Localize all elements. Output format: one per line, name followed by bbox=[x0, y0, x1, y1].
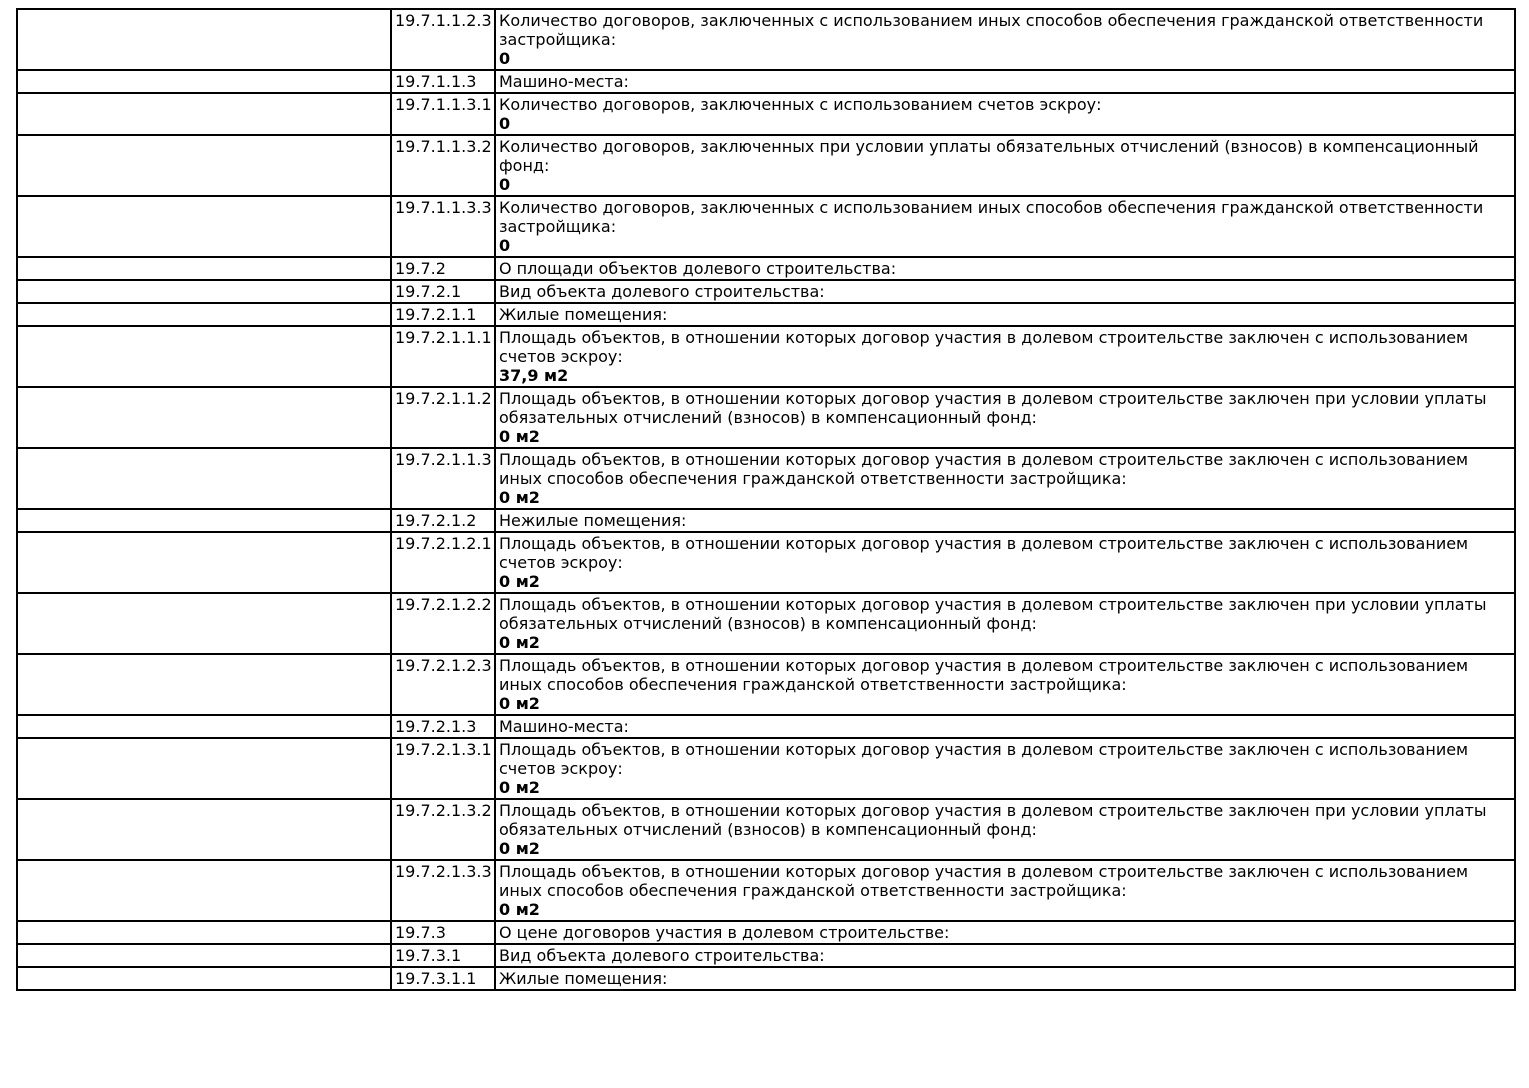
content-cell bbox=[495, 715, 1515, 738]
code-cell: 19.7.3.1.1 bbox=[391, 967, 495, 990]
section-cell-empty bbox=[17, 799, 391, 860]
table-row bbox=[17, 860, 1515, 921]
table-row bbox=[17, 303, 1515, 326]
code-cell: 19.7.2.1.1 bbox=[391, 303, 495, 326]
content-cell bbox=[495, 9, 1515, 70]
row-value: 0 bbox=[499, 114, 511, 133]
section-cell-empty bbox=[17, 93, 391, 135]
code-cell: 19.7.2.1.3.1 bbox=[391, 738, 495, 799]
section-cell-empty bbox=[17, 9, 391, 70]
code-cell: 19.7.2.1 bbox=[391, 280, 495, 303]
table-body bbox=[17, 9, 1515, 990]
table-row bbox=[17, 738, 1515, 799]
row-value: 0 м2 bbox=[499, 778, 540, 797]
row-label: Количество договоров, заключенных с использованием счетов эскроу: bbox=[499, 95, 1102, 114]
row-label: Площадь объектов, в отношении которых договор участия в долевом строительстве заключен при условии уплаты обязательных отчислений (взносов) в компенсационный фонд: bbox=[499, 389, 1487, 427]
code-cell: 19.7.2.1.1.2 bbox=[391, 387, 495, 448]
content-cell bbox=[495, 257, 1515, 280]
row-value: 37,9 м2 bbox=[499, 366, 569, 385]
content-cell bbox=[495, 593, 1515, 654]
row-label: Площадь объектов, в отношении которых договор участия в долевом строительстве заключен при условии уплаты обязательных отчислений (взносов) в компенсационный фонд: bbox=[499, 595, 1487, 633]
code-cell: 19.7.2.1.2.3 bbox=[391, 654, 495, 715]
row-value: 0 м2 bbox=[499, 427, 540, 446]
code-cell: 19.7.2.1.3.2 bbox=[391, 799, 495, 860]
content-cell bbox=[495, 326, 1515, 387]
content-cell bbox=[495, 93, 1515, 135]
code-cell: 19.7.2.1.2.1 bbox=[391, 532, 495, 593]
content-cell bbox=[495, 448, 1515, 509]
code-cell: 19.7.1.1.2.3 bbox=[391, 9, 495, 70]
content-cell bbox=[495, 860, 1515, 921]
code-cell: 19.7.1.1.3.1 bbox=[391, 93, 495, 135]
table-row bbox=[17, 387, 1515, 448]
section-cell-empty bbox=[17, 257, 391, 280]
section-cell-empty bbox=[17, 532, 391, 593]
row-label: Вид объекта долевого строительства: bbox=[499, 282, 825, 301]
section-cell-empty bbox=[17, 944, 391, 967]
row-value: 0 bbox=[499, 236, 511, 255]
content-cell bbox=[495, 944, 1515, 967]
row-value: 0 м2 bbox=[499, 488, 540, 507]
section-cell-empty bbox=[17, 280, 391, 303]
table-row bbox=[17, 532, 1515, 593]
table-row bbox=[17, 448, 1515, 509]
section-cell-empty bbox=[17, 593, 391, 654]
content-cell bbox=[495, 196, 1515, 257]
row-label: Площадь объектов, в отношении которых договор участия в долевом строительстве заключен с использованием иных способов обеспечения гражданской ответственности застройщика: bbox=[499, 656, 1469, 694]
code-cell: 19.7.1.1.3 bbox=[391, 70, 495, 93]
section-cell-empty bbox=[17, 654, 391, 715]
code-cell: 19.7.2 bbox=[391, 257, 495, 280]
code-cell: 19.7.3 bbox=[391, 921, 495, 944]
table-row bbox=[17, 509, 1515, 532]
content-cell bbox=[495, 70, 1515, 93]
table-row bbox=[17, 196, 1515, 257]
code-cell: 19.7.2.1.1.1 bbox=[391, 326, 495, 387]
section-cell-empty bbox=[17, 135, 391, 196]
code-cell: 19.7.2.1.2.2 bbox=[391, 593, 495, 654]
table-row bbox=[17, 9, 1515, 70]
row-label: Количество договоров, заключенных при условии уплаты обязательных отчислений (взносов) в компенсационный фонд: bbox=[499, 137, 1479, 175]
table-row bbox=[17, 715, 1515, 738]
table-row bbox=[17, 93, 1515, 135]
row-value: 0 bbox=[499, 175, 511, 194]
row-label: О площади объектов долевого строительства: bbox=[499, 259, 897, 278]
row-value: 0 м2 bbox=[499, 900, 540, 919]
section-cell-empty bbox=[17, 196, 391, 257]
row-value: 0 bbox=[499, 49, 511, 68]
section-cell-empty bbox=[17, 448, 391, 509]
row-label: Количество договоров, заключенных с использованием иных способов обеспечения гражданской ответственности застройщика: bbox=[499, 11, 1484, 49]
row-label: Жилые помещения: bbox=[499, 305, 668, 324]
code-cell: 19.7.2.1.1.3 bbox=[391, 448, 495, 509]
row-value: 0 м2 bbox=[499, 572, 540, 591]
row-label: Количество договоров, заключенных с использованием иных способов обеспечения гражданской ответственности застройщика: bbox=[499, 198, 1484, 236]
row-label: Площадь объектов, в отношении которых договор участия в долевом строительстве заключен при условии уплаты обязательных отчислений (взносов) в компенсационный фонд: bbox=[499, 801, 1487, 839]
row-value: 0 м2 bbox=[499, 694, 540, 713]
code-cell: 19.7.1.1.3.2 bbox=[391, 135, 495, 196]
content-cell bbox=[495, 303, 1515, 326]
section-cell-empty bbox=[17, 303, 391, 326]
row-label: Жилые помещения: bbox=[499, 969, 668, 988]
content-cell bbox=[495, 921, 1515, 944]
content-cell bbox=[495, 532, 1515, 593]
row-value: 0 м2 bbox=[499, 839, 540, 858]
code-cell: 19.7.3.1 bbox=[391, 944, 495, 967]
table-row bbox=[17, 967, 1515, 990]
row-label: Площадь объектов, в отношении которых договор участия в долевом строительстве заключен с использованием счетов эскроу: bbox=[499, 740, 1469, 778]
row-label: Машино-места: bbox=[499, 717, 629, 736]
section-cell-empty bbox=[17, 921, 391, 944]
row-label: О цене договоров участия в долевом строительстве: bbox=[499, 923, 950, 942]
content-cell bbox=[495, 738, 1515, 799]
document-page bbox=[0, 8, 1529, 1088]
code-cell: 19.7.2.1.2 bbox=[391, 509, 495, 532]
content-cell bbox=[495, 280, 1515, 303]
row-label: Нежилые помещения: bbox=[499, 511, 687, 530]
table-row bbox=[17, 654, 1515, 715]
section-cell-empty bbox=[17, 70, 391, 93]
table-row bbox=[17, 326, 1515, 387]
code-cell: 19.7.2.1.3.3 bbox=[391, 860, 495, 921]
section-cell-empty bbox=[17, 715, 391, 738]
content-cell bbox=[495, 654, 1515, 715]
row-label: Вид объекта долевого строительства: bbox=[499, 946, 825, 965]
row-label: Площадь объектов, в отношении которых договор участия в долевом строительстве заключен с использованием иных способов обеспечения гражданской ответственности застройщика: bbox=[499, 450, 1469, 488]
row-label: Машино-места: bbox=[499, 72, 629, 91]
table-row bbox=[17, 593, 1515, 654]
section-cell-empty bbox=[17, 860, 391, 921]
row-label: Площадь объектов, в отношении которых договор участия в долевом строительстве заключен с использованием иных способов обеспечения гражданской ответственности застройщика: bbox=[499, 862, 1469, 900]
code-cell: 19.7.1.1.3.3 bbox=[391, 196, 495, 257]
row-value: 0 м2 bbox=[499, 633, 540, 652]
section-cell-empty bbox=[17, 387, 391, 448]
table-row bbox=[17, 135, 1515, 196]
section-cell-empty bbox=[17, 509, 391, 532]
table-row bbox=[17, 257, 1515, 280]
content-cell bbox=[495, 799, 1515, 860]
declaration-table bbox=[16, 8, 1516, 991]
content-cell bbox=[495, 967, 1515, 990]
section-cell-empty bbox=[17, 967, 391, 990]
table-row bbox=[17, 944, 1515, 967]
row-label: Площадь объектов, в отношении которых договор участия в долевом строительстве заключен с использованием счетов эскроу: bbox=[499, 534, 1469, 572]
section-cell-empty bbox=[17, 738, 391, 799]
code-cell: 19.7.2.1.3 bbox=[391, 715, 495, 738]
table-row bbox=[17, 280, 1515, 303]
row-label: Площадь объектов, в отношении которых договор участия в долевом строительстве заключен с использованием счетов эскроу: bbox=[499, 328, 1469, 366]
section-cell-empty bbox=[17, 326, 391, 387]
table-row bbox=[17, 799, 1515, 860]
content-cell bbox=[495, 509, 1515, 532]
content-cell bbox=[495, 135, 1515, 196]
table-row bbox=[17, 70, 1515, 93]
content-cell bbox=[495, 387, 1515, 448]
table-row bbox=[17, 921, 1515, 944]
